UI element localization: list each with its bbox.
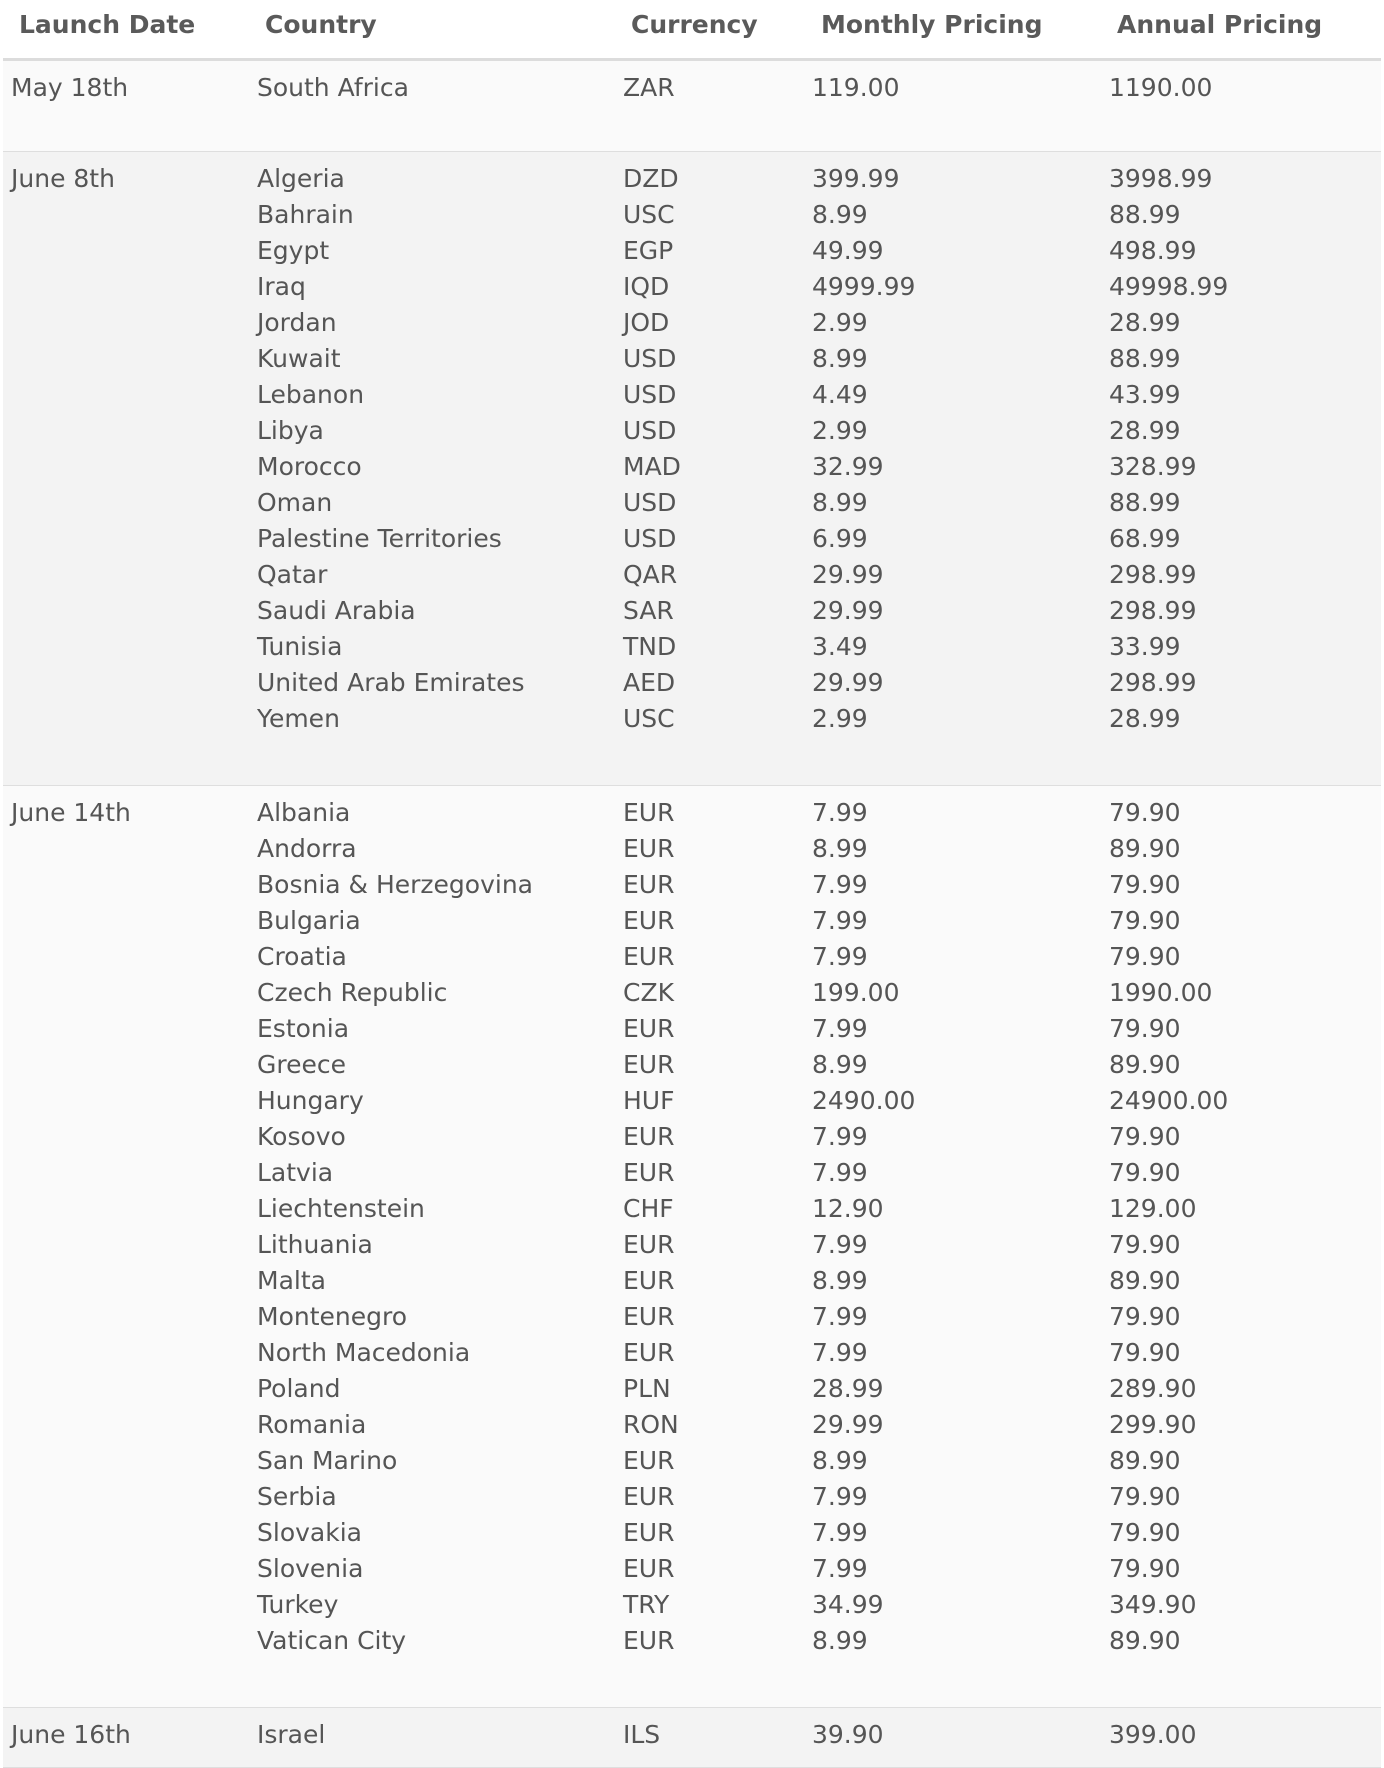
annual-price-cell: 79.90 <box>1109 942 1181 971</box>
country-cell: United Arab Emirates <box>257 668 525 697</box>
annual-price-cell: 79.90 <box>1109 1230 1181 1259</box>
header-launch-date: Launch Date <box>19 10 196 39</box>
currency-cell: RON <box>623 1410 679 1439</box>
annual-price-cell: 298.99 <box>1109 560 1197 589</box>
header-monthly-pricing: Monthly Pricing <box>821 10 1043 39</box>
monthly-price-cell: 8.99 <box>812 1446 868 1475</box>
table-row <box>3 1374 1381 1410</box>
country-cell: Lithuania <box>257 1230 373 1259</box>
monthly-price-cell: 28.99 <box>812 1374 884 1403</box>
group-rows <box>3 73 1381 109</box>
launch-date-cell: June 16th <box>11 1720 131 1749</box>
country-cell: Jordan <box>257 308 337 337</box>
monthly-price-cell: 119.00 <box>812 73 900 102</box>
currency-cell: EGP <box>623 236 674 265</box>
currency-cell: JOD <box>623 308 670 337</box>
annual-price-cell: 349.90 <box>1109 1590 1197 1619</box>
currency-cell: EUR <box>623 1122 675 1151</box>
currency-cell: EUR <box>623 1230 675 1259</box>
launch-group <box>3 61 1381 152</box>
country-cell: South Africa <box>257 73 409 102</box>
country-cell: Iraq <box>257 272 306 301</box>
table-body <box>3 61 1381 1768</box>
currency-cell: USD <box>623 380 677 409</box>
table-row <box>3 1446 1381 1482</box>
table-row <box>3 560 1381 596</box>
monthly-price-cell: 3.49 <box>812 632 868 661</box>
table-row <box>3 1338 1381 1374</box>
country-cell: Latvia <box>257 1158 334 1187</box>
table-row <box>3 452 1381 488</box>
monthly-price-cell: 29.99 <box>812 668 884 697</box>
annual-price-cell: 49998.99 <box>1109 272 1229 301</box>
currency-cell: EUR <box>623 1482 675 1511</box>
table-row <box>3 1720 1381 1756</box>
country-cell: Bosnia & Herzegovina <box>257 870 534 899</box>
table-row <box>3 380 1381 416</box>
header-annual-pricing: Annual Pricing <box>1117 10 1323 39</box>
monthly-price-cell: 7.99 <box>812 1554 868 1583</box>
country-cell: Hungary <box>257 1086 364 1115</box>
currency-cell: DZD <box>623 164 679 193</box>
table-row <box>3 344 1381 380</box>
country-cell: Slovenia <box>257 1554 364 1583</box>
table-row <box>3 906 1381 942</box>
annual-price-cell: 298.99 <box>1109 596 1197 625</box>
country-cell: Tunisia <box>257 632 343 661</box>
launch-group <box>3 152 1381 786</box>
launch-group <box>3 786 1381 1708</box>
country-cell: Poland <box>257 1374 341 1403</box>
monthly-price-cell: 32.99 <box>812 452 884 481</box>
table-row <box>3 308 1381 344</box>
table-row <box>3 704 1381 740</box>
launch-date-cell: June 8th <box>11 164 115 193</box>
monthly-price-cell: 8.99 <box>812 834 868 863</box>
country-cell: Saudi Arabia <box>257 596 416 625</box>
monthly-price-cell: 34.99 <box>812 1590 884 1619</box>
table-row <box>3 524 1381 560</box>
monthly-price-cell: 7.99 <box>812 1014 868 1043</box>
table-row <box>3 73 1381 109</box>
currency-cell: USD <box>623 488 677 517</box>
table-row <box>3 1014 1381 1050</box>
annual-price-cell: 79.90 <box>1109 870 1181 899</box>
country-cell: Kuwait <box>257 344 341 373</box>
monthly-price-cell: 8.99 <box>812 344 868 373</box>
annual-price-cell: 43.99 <box>1109 380 1181 409</box>
launch-date-cell: June 14th <box>11 798 131 827</box>
table-row <box>3 488 1381 524</box>
currency-cell: USC <box>623 704 675 733</box>
annual-price-cell: 289.90 <box>1109 1374 1197 1403</box>
monthly-price-cell: 8.99 <box>812 1050 868 1079</box>
monthly-price-cell: 7.99 <box>812 1122 868 1151</box>
table-row <box>3 1626 1381 1662</box>
table-row <box>3 1590 1381 1626</box>
annual-price-cell: 89.90 <box>1109 1266 1181 1295</box>
annual-price-cell: 399.00 <box>1109 1720 1197 1749</box>
annual-price-cell: 298.99 <box>1109 668 1197 697</box>
country-cell: Serbia <box>257 1482 337 1511</box>
monthly-price-cell: 49.99 <box>812 236 884 265</box>
table-row <box>3 1122 1381 1158</box>
monthly-price-cell: 7.99 <box>812 1230 868 1259</box>
currency-cell: EUR <box>623 1518 675 1547</box>
annual-price-cell: 79.90 <box>1109 1122 1181 1151</box>
monthly-price-cell: 2.99 <box>812 416 868 445</box>
country-cell: Croatia <box>257 942 347 971</box>
currency-cell: EUR <box>623 1626 675 1655</box>
country-cell: Bahrain <box>257 200 354 229</box>
country-cell: Romania <box>257 1410 367 1439</box>
annual-price-cell: 79.90 <box>1109 906 1181 935</box>
launch-group <box>3 1708 1381 1768</box>
table-row <box>3 668 1381 704</box>
annual-price-cell: 299.90 <box>1109 1410 1197 1439</box>
currency-cell: USC <box>623 200 675 229</box>
country-cell: Palestine Territories <box>257 524 502 553</box>
monthly-price-cell: 7.99 <box>812 1158 868 1187</box>
currency-cell: QAR <box>623 560 678 589</box>
currency-cell: PLN <box>623 1374 671 1403</box>
annual-price-cell: 28.99 <box>1109 416 1181 445</box>
country-cell: San Marino <box>257 1446 398 1475</box>
annual-price-cell: 129.00 <box>1109 1194 1197 1223</box>
monthly-price-cell: 7.99 <box>812 1482 868 1511</box>
launch-date-cell: May 18th <box>11 73 129 102</box>
country-cell: Estonia <box>257 1014 350 1043</box>
group-rows <box>3 1720 1381 1756</box>
monthly-price-cell: 7.99 <box>812 942 868 971</box>
country-cell: Slovakia <box>257 1518 362 1547</box>
country-cell: Algeria <box>257 164 345 193</box>
country-cell: Egypt <box>257 236 330 265</box>
currency-cell: USD <box>623 524 677 553</box>
country-cell: Libya <box>257 416 324 445</box>
currency-cell: AED <box>623 668 676 697</box>
monthly-price-cell: 8.99 <box>812 1626 868 1655</box>
country-cell: Malta <box>257 1266 326 1295</box>
table-row <box>3 978 1381 1014</box>
country-cell: Albania <box>257 798 351 827</box>
country-cell: Israel <box>257 1720 326 1749</box>
annual-price-cell: 328.99 <box>1109 452 1197 481</box>
table-row <box>3 1230 1381 1266</box>
annual-price-cell: 3998.99 <box>1109 164 1213 193</box>
monthly-price-cell: 4.49 <box>812 380 868 409</box>
currency-cell: EUR <box>623 834 675 863</box>
table-row <box>3 1554 1381 1590</box>
annual-price-cell: 89.90 <box>1109 834 1181 863</box>
currency-cell: TND <box>623 632 677 661</box>
annual-price-cell: 28.99 <box>1109 308 1181 337</box>
currency-cell: CZK <box>623 978 674 1007</box>
table-row <box>3 870 1381 906</box>
currency-cell: HUF <box>623 1086 675 1115</box>
table-row <box>3 834 1381 870</box>
currency-cell: EUR <box>623 1446 675 1475</box>
annual-price-cell: 89.90 <box>1109 1446 1181 1475</box>
currency-cell: TRY <box>623 1590 670 1619</box>
currency-cell: IQD <box>623 272 670 301</box>
monthly-price-cell: 2.99 <box>812 704 868 733</box>
table-header <box>3 0 1381 61</box>
annual-price-cell: 24900.00 <box>1109 1086 1229 1115</box>
table-row <box>3 164 1381 200</box>
table-row <box>3 1086 1381 1122</box>
pricing-table <box>3 0 1381 1768</box>
annual-price-cell: 79.90 <box>1109 1014 1181 1043</box>
table-row <box>3 1518 1381 1554</box>
currency-cell: ILS <box>623 1720 661 1749</box>
annual-price-cell: 79.90 <box>1109 1518 1181 1547</box>
country-cell: Czech Republic <box>257 978 448 1007</box>
country-cell: Andorra <box>257 834 357 863</box>
country-cell: Morocco <box>257 452 362 481</box>
country-cell: Greece <box>257 1050 346 1079</box>
table-row <box>3 1158 1381 1194</box>
table-row <box>3 798 1381 834</box>
country-cell: Yemen <box>257 704 340 733</box>
table-row <box>3 942 1381 978</box>
annual-price-cell: 79.90 <box>1109 1338 1181 1367</box>
monthly-price-cell: 8.99 <box>812 1266 868 1295</box>
table-row <box>3 1194 1381 1230</box>
monthly-price-cell: 4999.99 <box>812 272 916 301</box>
table-row <box>3 1050 1381 1086</box>
currency-cell: USD <box>623 344 677 373</box>
monthly-price-cell: 29.99 <box>812 560 884 589</box>
table-row <box>3 596 1381 632</box>
monthly-price-cell: 7.99 <box>812 1338 868 1367</box>
monthly-price-cell: 7.99 <box>812 1302 868 1331</box>
header-country: Country <box>265 10 377 39</box>
currency-cell: USD <box>623 416 677 445</box>
table-row <box>3 1482 1381 1518</box>
monthly-price-cell: 7.99 <box>812 798 868 827</box>
currency-cell: CHF <box>623 1194 674 1223</box>
monthly-price-cell: 8.99 <box>812 200 868 229</box>
annual-price-cell: 28.99 <box>1109 704 1181 733</box>
annual-price-cell: 1190.00 <box>1109 73 1213 102</box>
annual-price-cell: 1990.00 <box>1109 978 1213 1007</box>
country-cell: Lebanon <box>257 380 365 409</box>
currency-cell: EUR <box>623 1014 675 1043</box>
country-cell: Kosovo <box>257 1122 346 1151</box>
table-row <box>3 1410 1381 1446</box>
currency-cell: SAR <box>623 596 674 625</box>
table-row <box>3 272 1381 308</box>
annual-price-cell: 79.90 <box>1109 1482 1181 1511</box>
table-row <box>3 200 1381 236</box>
currency-cell: EUR <box>623 1554 675 1583</box>
group-rows <box>3 798 1381 1662</box>
currency-cell: EUR <box>623 1050 675 1079</box>
currency-cell: EUR <box>623 942 675 971</box>
monthly-price-cell: 7.99 <box>812 870 868 899</box>
table-row <box>3 1266 1381 1302</box>
currency-cell: ZAR <box>623 73 675 102</box>
annual-price-cell: 33.99 <box>1109 632 1181 661</box>
monthly-price-cell: 39.90 <box>812 1720 884 1749</box>
country-cell: Vatican City <box>257 1626 407 1655</box>
annual-price-cell: 79.90 <box>1109 1302 1181 1331</box>
table-row <box>3 632 1381 668</box>
annual-price-cell: 88.99 <box>1109 200 1181 229</box>
annual-price-cell: 79.90 <box>1109 1554 1181 1583</box>
currency-cell: MAD <box>623 452 681 481</box>
monthly-price-cell: 29.99 <box>812 596 884 625</box>
currency-cell: EUR <box>623 906 675 935</box>
currency-cell: EUR <box>623 1158 675 1187</box>
annual-price-cell: 68.99 <box>1109 524 1181 553</box>
group-rows <box>3 164 1381 740</box>
monthly-price-cell: 6.99 <box>812 524 868 553</box>
country-cell: North Macedonia <box>257 1338 471 1367</box>
annual-price-cell: 89.90 <box>1109 1626 1181 1655</box>
currency-cell: EUR <box>623 1266 675 1295</box>
currency-cell: EUR <box>623 1302 675 1331</box>
table-row <box>3 236 1381 272</box>
table-row <box>3 1302 1381 1338</box>
country-cell: Montenegro <box>257 1302 408 1331</box>
currency-cell: EUR <box>623 1338 675 1367</box>
annual-price-cell: 79.90 <box>1109 1158 1181 1187</box>
currency-cell: EUR <box>623 798 675 827</box>
country-cell: Bulgaria <box>257 906 361 935</box>
annual-price-cell: 88.99 <box>1109 488 1181 517</box>
country-cell: Liechtenstein <box>257 1194 425 1223</box>
country-cell: Turkey <box>257 1590 339 1619</box>
monthly-price-cell: 8.99 <box>812 488 868 517</box>
monthly-price-cell: 7.99 <box>812 906 868 935</box>
monthly-price-cell: 199.00 <box>812 978 900 1007</box>
currency-cell: EUR <box>623 870 675 899</box>
annual-price-cell: 498.99 <box>1109 236 1197 265</box>
monthly-price-cell: 2.99 <box>812 308 868 337</box>
table-row <box>3 416 1381 452</box>
annual-price-cell: 89.90 <box>1109 1050 1181 1079</box>
monthly-price-cell: 29.99 <box>812 1410 884 1439</box>
country-cell: Qatar <box>257 560 328 589</box>
monthly-price-cell: 399.99 <box>812 164 900 193</box>
country-cell: Oman <box>257 488 333 517</box>
header-currency: Currency <box>631 10 758 39</box>
monthly-price-cell: 12.90 <box>812 1194 884 1223</box>
annual-price-cell: 79.90 <box>1109 798 1181 827</box>
annual-price-cell: 88.99 <box>1109 344 1181 373</box>
monthly-price-cell: 7.99 <box>812 1518 868 1547</box>
monthly-price-cell: 2490.00 <box>812 1086 916 1115</box>
